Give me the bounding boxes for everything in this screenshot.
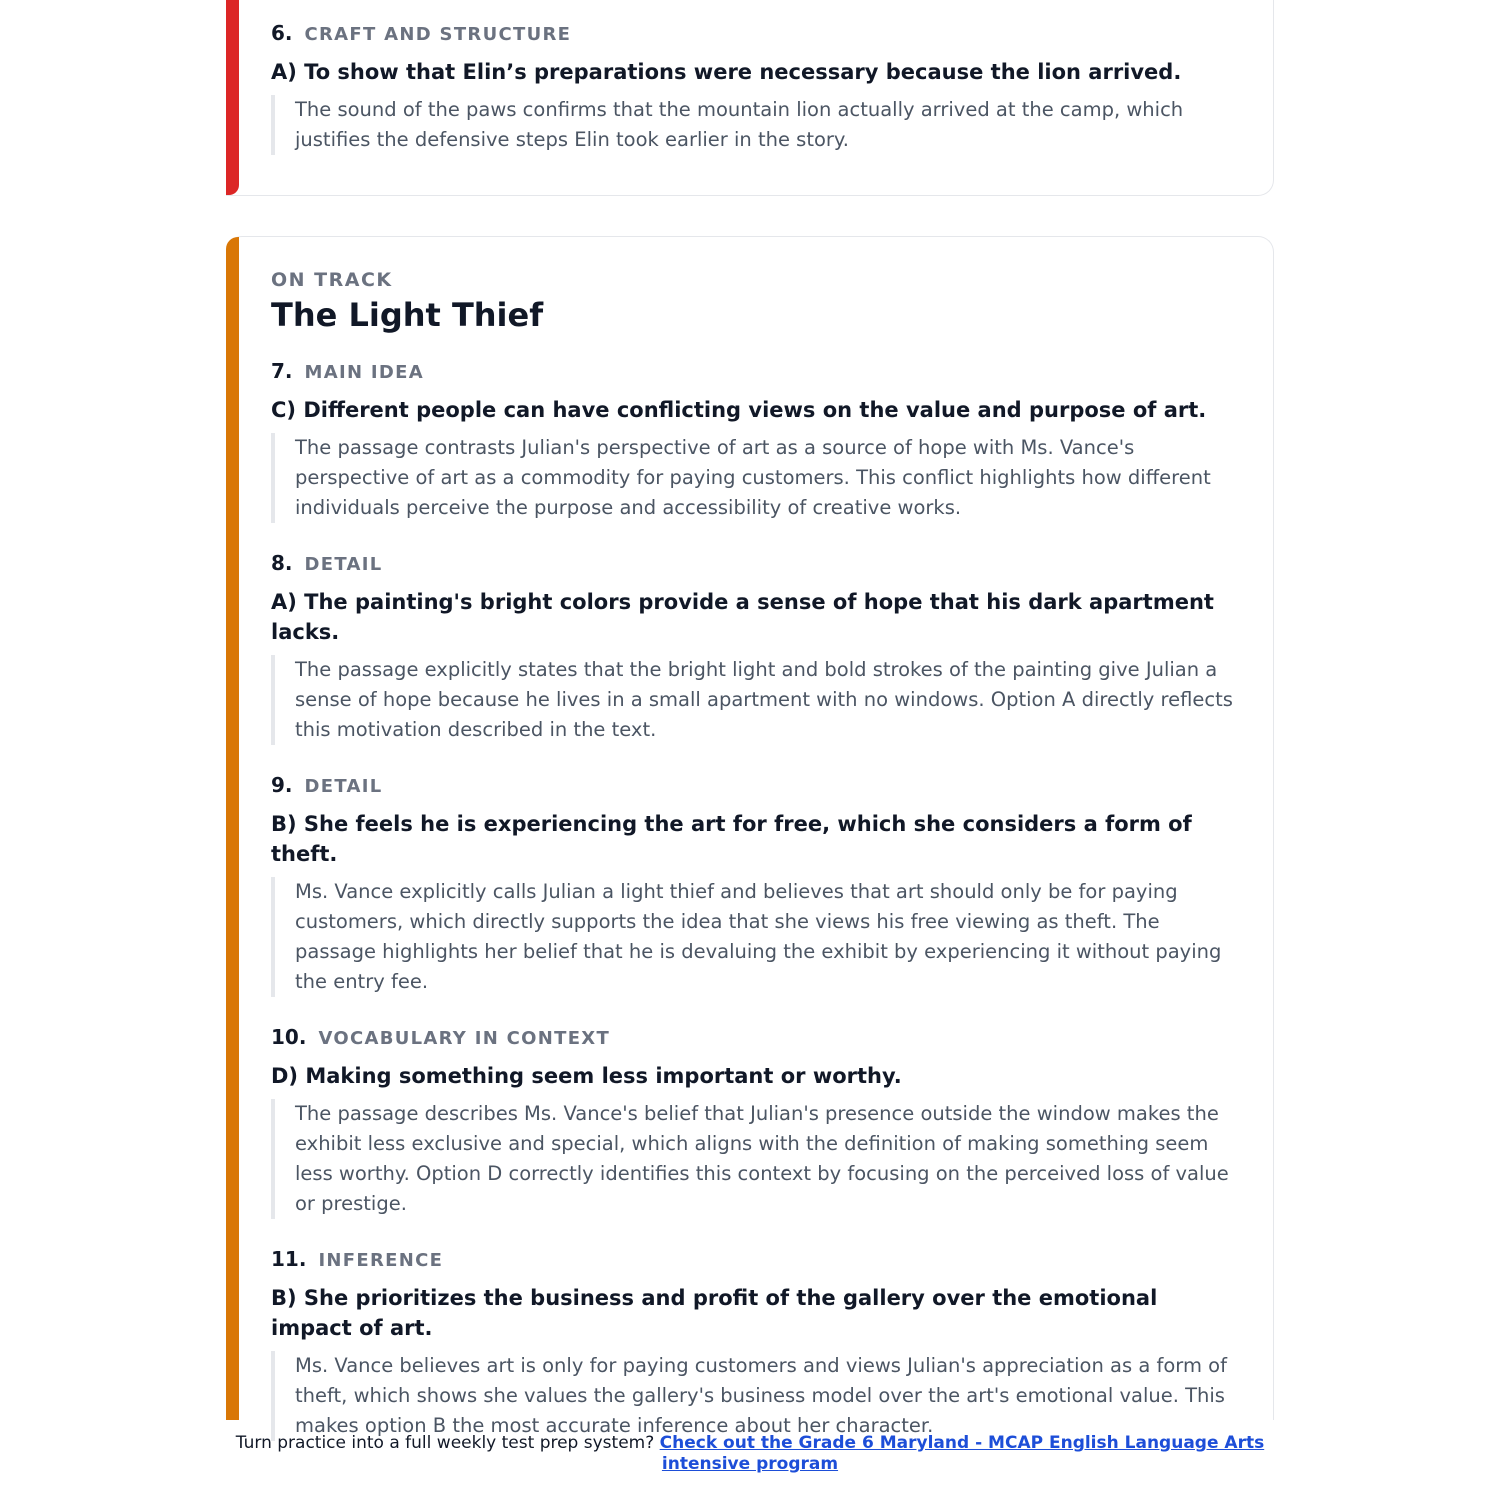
footer-text: Turn practice into a full weekly test prep system? bbox=[235, 1433, 655, 1453]
question-header bbox=[271, 359, 1243, 391]
passage-title: The Light Thief bbox=[271, 296, 544, 334]
program-link[interactable]: Check out the Grade 6 Maryland - MCAP English Language Arts intensive program bbox=[659, 1433, 1265, 1474]
answer-explanation: The passage describes Ms. Vance's belief that Julian's presence outside the window makes the exhibit less exclusive and special, which aligns with the definition of making something seem less worthy. Option D correctly identifies this context by focusing on the perceived loss of value or prestige. bbox=[271, 1099, 1243, 1219]
question-category: VOCABULARY IN CONTEXT bbox=[318, 1028, 611, 1049]
answer-card-previous bbox=[226, 0, 1274, 196]
answer-explanation: Ms. Vance believes art is only for paying customers and views Julian's appreciation as a form of theft, which shows she values the gallery's business model over the art's emotional value. This makes option B the most accurate inference about her character. bbox=[271, 1351, 1243, 1441]
question-9 bbox=[271, 773, 1243, 997]
question-header bbox=[271, 21, 1243, 53]
question-6 bbox=[271, 21, 1243, 155]
answer-explanation: The passage explicitly states that the bright light and bold strokes of the painting give Julian a sense of hope because he lives in a small apartment with no windows. Option A directly reflects this motivation described in the text. bbox=[271, 655, 1243, 745]
question-10 bbox=[271, 1025, 1243, 1219]
question-number: 10. bbox=[271, 1025, 307, 1049]
question-number: 9. bbox=[271, 773, 293, 797]
answer-explanation: Ms. Vance explicitly calls Julian a light thief and believes that art should only be for paying customers, which directly supports the idea that she views his free viewing as theft. The passage highlights her belief that he is devaluing the exhibit by experiencing it without paying the entry fee. bbox=[271, 877, 1243, 997]
question-header bbox=[271, 551, 1243, 583]
question-header bbox=[271, 773, 1243, 805]
card-content bbox=[271, 21, 1243, 183]
question-category: CRAFT AND STRUCTURE bbox=[304, 24, 572, 45]
correct-answer: C) Different people can have conflicting views on the value and purpose of art. bbox=[271, 398, 1207, 422]
question-header bbox=[271, 1247, 1243, 1279]
question-number: 8. bbox=[271, 551, 293, 575]
correct-answer: B) She prioritizes the business and profit of the gallery over the emotional impact of art. bbox=[271, 1286, 1158, 1340]
correct-answer: A) To show that Elin’s preparations were necessary because the lion arrived. bbox=[271, 60, 1182, 84]
question-8 bbox=[271, 551, 1243, 745]
question-category: MAIN IDEA bbox=[304, 362, 424, 383]
answer-explanation: The passage contrasts Julian's perspective of art as a source of hope with Ms. Vance's perspective of art as a commodity for paying customers. This conflict highlights how different individuals perceive the purpose and accessibility of creative works. bbox=[271, 433, 1243, 523]
correct-answer: A) The painting's bright colors provide a sense of hope that his dark apartment lacks. bbox=[271, 590, 1214, 644]
answer-card-light-thief bbox=[226, 236, 1274, 1437]
question-category: DETAIL bbox=[304, 554, 383, 575]
card-accent-red bbox=[226, 0, 239, 195]
question-7 bbox=[271, 359, 1243, 523]
question-11 bbox=[271, 1247, 1243, 1441]
question-category: DETAIL bbox=[304, 776, 383, 797]
question-number: 7. bbox=[271, 359, 293, 383]
card-accent-orange bbox=[226, 237, 239, 1420]
correct-answer: B) She feels he is experiencing the art for free, which she considers a form of theft. bbox=[271, 812, 1192, 866]
question-number: 11. bbox=[271, 1247, 307, 1271]
question-header bbox=[271, 1025, 1243, 1057]
status-label: ON TRACK bbox=[271, 269, 393, 291]
footer-promo bbox=[225, 1433, 1275, 1475]
question-category: INFERENCE bbox=[318, 1250, 444, 1271]
answer-explanation: The sound of the paws confirms that the mountain lion actually arrived at the camp, which justifies the defensive steps Elin took earlier in the story. bbox=[271, 95, 1243, 155]
card-content bbox=[271, 269, 1243, 1469]
question-number: 6. bbox=[271, 21, 293, 45]
correct-answer: D) Making something seem less important or worthy. bbox=[271, 1064, 902, 1088]
